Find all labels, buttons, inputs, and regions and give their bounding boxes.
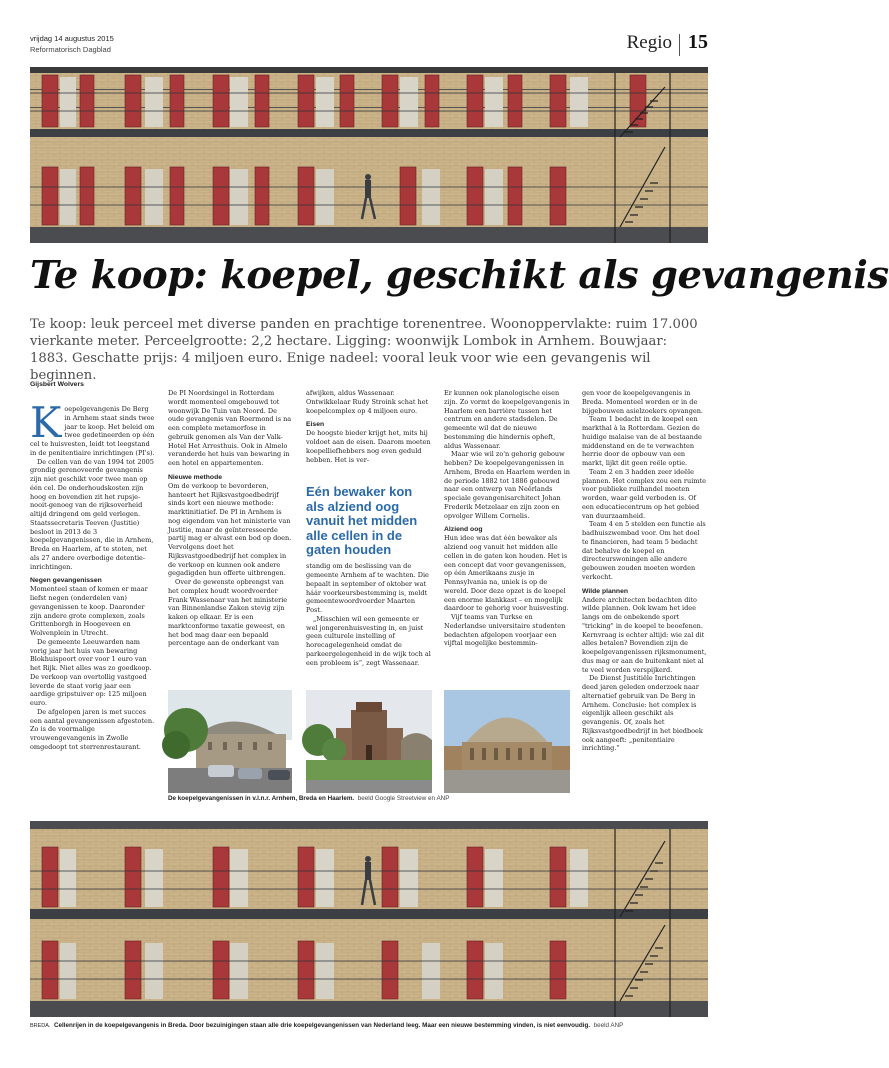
photo-breda	[306, 690, 432, 793]
article-column-4	[444, 389, 570, 648]
drop-cap: K	[30, 398, 62, 447]
paragraph: standig om de beslissing van de gemeente Arnhem af te wachten. Die bepaalt in september of oktober wat háár voorkeursbestemming is, meldt gemeentewoordvoerder Maarten Post.	[306, 562, 429, 614]
subheading-eisen: Eisen	[306, 421, 325, 429]
intro-paragraph: Koepelgevangenis De Berg in Arnhem staat sinds twee jaar te koop. Het beleid om twee gedetineerden op één cel te huisvesten, leidt tot leegstand in de penitentiaire inrichtingen (PI's).	[30, 398, 155, 457]
paragraph: Vijf teams van Turkse en Nederlandse universitaire studenten bedachten afgelopen voorjaar een vijftal mogelijke bestemmin-	[444, 613, 566, 648]
cellblock-illustration-top	[30, 67, 708, 243]
header-divider	[679, 34, 680, 56]
paragraph: Hun idee was dat één bewaker als alziend oog vanuit het midden alle cellen in de gaten kon houden. Het is een concept dat voor gevangenissen, op één Amerikaans zusje in Pennsylvania na, uniek is op de wereld. Door deze opzet is de koepel een enorme klankkast – en mogelijk daardoor te gehorig voor huisvesting.	[444, 534, 569, 613]
subheading-negen: Negen gevangenissen	[30, 577, 102, 585]
paragraph: Over de gewenste opbrengst van het complex houdt woordvoerder Frank Wassenaar van het ministerie van Binnenlandse Zaken stevig zijn kaken op elkaar. Er is een marktconforme taxatie geweest, en het bod mag daar een bepaald percentage aan de onderkant van	[168, 578, 288, 648]
photo-haarlem	[444, 690, 570, 793]
issue-date: vrijdag 14 augustus 2015	[30, 34, 114, 43]
subheading-alziend: Alziend oog	[444, 526, 483, 534]
section-label: Regio	[626, 32, 672, 53]
photo-credit: beeld Google Streetview en ANP	[357, 795, 450, 802]
top-cellblock-photo	[30, 67, 708, 243]
caption-place: BREDA.	[30, 1023, 51, 1029]
bottom-cellblock-photo	[30, 821, 708, 1017]
page-header	[30, 30, 708, 64]
paragraph: afwijken, aldus Wassenaar. Ontwikkelaar Rudy Stroink schat het koepelcomplex op 4 miljoen euro.	[306, 389, 429, 415]
paragraph: Team 2 en 3 hadden zeer ideële plannen. Het complex zou een ruimte voor publieke ruilhandel moeten worden, waar geld verboden is. Of een educatiecentrum op het gebied van duurzaamheid.	[582, 467, 706, 520]
subheading-wilde: Wilde plannen	[582, 587, 629, 595]
headline: Te koop: koepel, geschikt als gevangenis	[30, 253, 889, 298]
paragraph: Andere architecten bedachten dito wilde plannen. Ook kwam het idee langs om de onbekende sport "tricking" in de koepel te beoefenen. Kernvraag is echter altijd: wie zal dit alles betalen? Bovendien zijn de koepelgevangenissen rijksmonument, dus mag er aan de buitenkant niet al te veel worden verspijkerd.	[582, 595, 707, 674]
paragraph: De gemeente Leeuwarden nam vorig jaar het huis van bewaring Blokhuispoort over voor 1 euro van het Rijk. Niet alles was zo goedkoop. De verkoop van overtollig vastgoed leverde de staat vorig jaar een aardige gripstuiver op: 125 miljoen euro.	[30, 637, 152, 707]
paragraph: Om de verkoop te bevorderen, hanteert het Rijksvastgoedbedrijf sinds kort een nieuwe methode: marktinitiatief. De PI in Arnhem is nog eigendom van het ministerie van Justitie, maar de geïnteresseerde partij mag er alvast een bod op doen. Vervolgens doet het Rijksvastgoedbedrijf het complex in de verkoop en kunnen ook andere gegadigden hun offerte uitbrengen.	[168, 481, 292, 578]
article-column-1	[30, 398, 156, 752]
article-column-2	[168, 389, 293, 648]
caption-text: Cellenrijen in de koepelgevangenis in Breda. Door bezuinigingen staan alle drie koepelgevangenissen van Nederland leeg. Maar een nieuwe bestemming vinden, is niet eenvoudig.	[53, 1022, 591, 1029]
photo-caption-middle	[168, 795, 588, 803]
paragraph: De cellen van de van 1994 tot 2005 grondig gerenoveerde gevangenis zijn niet geschikt voor twee man op één cel. De onderhoudskosten zijn hoog en bovendien zit het rupsje-nooit-genoeg van de rijksoverheid altijd dringend om geld verlegen. Staatssecretaris Teeven (Justitie) besloot in 2013 de 3 koepelgevangenissen, die in Arnhem, Breda en Haarlem, af te stoten, net als 27 andere overbodige detentie-inrichtingen.	[30, 457, 154, 571]
paragraph: gen voor de koepelgevangenis in Breda. Momenteel worden er in de bijgebouwen asielzoekers opvangen.	[582, 389, 703, 415]
caption-text: De koepelgevangenissen in v.l.n.r. Arnhem, Breda en Haarlem.	[168, 795, 355, 802]
photo-caption-bottom	[30, 1022, 708, 1030]
paragraph: Er kunnen ook planologische eisen zijn. Zo vormt de koepelgevangenis in Haarlem een barrière tussen het centrum en andere stadsdelen. De gemeente wil dat de nieuwe bestemming die hindernis opheft, aldus Wassenaar.	[444, 389, 570, 450]
photo-credit: beeld ANP	[593, 1022, 624, 1029]
paragraph: Maar wie wil zo'n gehorig gebouw hebben? De koepelgevangenissen in Arnhem, Breda en Haarlem werden in de periode 1882 tot 1886 gebouwd naar een ontwerp van Neêrlands speciale gevangenisarchitect Johan Frederik Metzelaar en zijn zoon en opvolger Willem Cornelis.	[444, 450, 570, 520]
paragraph: De hoogste bieder krijgt het, mits hij voldoet aan de eisen. Daarom moeten koepelliefhebbers nog even geduld hebben. Het is ver-	[306, 429, 431, 464]
paragraph: De Dienst Justitiële Inrichtingen deed jaren geleden onderzoek naar alternatief gebruik van De Berg in Arnhem. Conclusie: het complex is eigenlijk alleen geschikt als gevangenis. Of, zoals het Rijksvastgoedbedrijf in het biedboek ook aangeeft: „penitentiaire inrichting.”	[582, 674, 703, 753]
page-number: 15	[688, 31, 708, 53]
byline: Gijsbert Wolvers	[30, 381, 84, 388]
publication-name: Reformatorisch Dagblad	[30, 45, 111, 54]
paragraph: Team 1 bedacht in de koepel een markthal à la Rotterdam. Gezien de huidige malaise van de al bestaande middenstand en de te verwachten herrie door de opbouw van een markt, lijkt dit geen reële optie.	[582, 415, 702, 467]
paragraph: De PI Noordsingel in Rotterdam wordt momenteel omgebouwd tot woonwijk De Tuin van Noord. De oude gevangenis van Roermond is na een complete metamorfose in gebruik genomen als Van der Valk-Hotel Het Arresthuis. Ook in Almelo veranderde het huis van bewaring in een hotel en appartementen.	[168, 389, 292, 467]
article-column-5	[582, 389, 708, 753]
paragraph: Team 4 en 5 stelden een functie als badhuiszwembad voor. Om het doel te financieren, had team 5 bedacht dat behalve de koepel en directeurswoningen alle andere gebouwen zouden moeten worden verkocht.	[582, 520, 706, 581]
cellblock-illustration-bottom	[30, 821, 708, 1017]
paragraph: De afgelopen jaren is met succes een aantal gevangenissen afgestoten. Zo is de voormalige vrouwengevangenis in Zwolle omgedoopt tot sterrenrestaurant.	[30, 707, 155, 751]
standfirst: Te koop: leuk perceel met diverse panden en prachtige torenentree. Woonoppervlakte: ruim 17.000 vierkante meter. Perceelgrootte: 2,2 hectare. Ligging: woonwijk Lombok in Arnhem. Bouwjaar: 1883. Geschatte prijs: 4 miljoen euro. Enige nadeel: vooral leuk voor wie een gevangenis wil beginnen.	[30, 317, 698, 383]
subheading-methode: Nieuwe methode	[168, 473, 223, 481]
paragraph: Momenteel staan of komen er maar liefst negen (onderdelen van) gevangenissen te koop. Daaronder zijn andere grote complexen, zoals Grittenborgh in Hoogeveen en Wolvenplein in Utrecht.	[30, 585, 148, 637]
photo-arnhem	[168, 690, 292, 793]
pull-quote: Eén bewaker kon als alziend oog vanuit het midden alle cellen in de gaten houden	[306, 484, 418, 557]
paragraph: „Misschien wil een gemeente er wel jongerenhuisvesting in, en juist geen culturele instelling of horecagelegenheid omdat de parkeergelegenheid in de wijk toch al een probleem is”, zegt Wassenaar.	[306, 614, 431, 667]
